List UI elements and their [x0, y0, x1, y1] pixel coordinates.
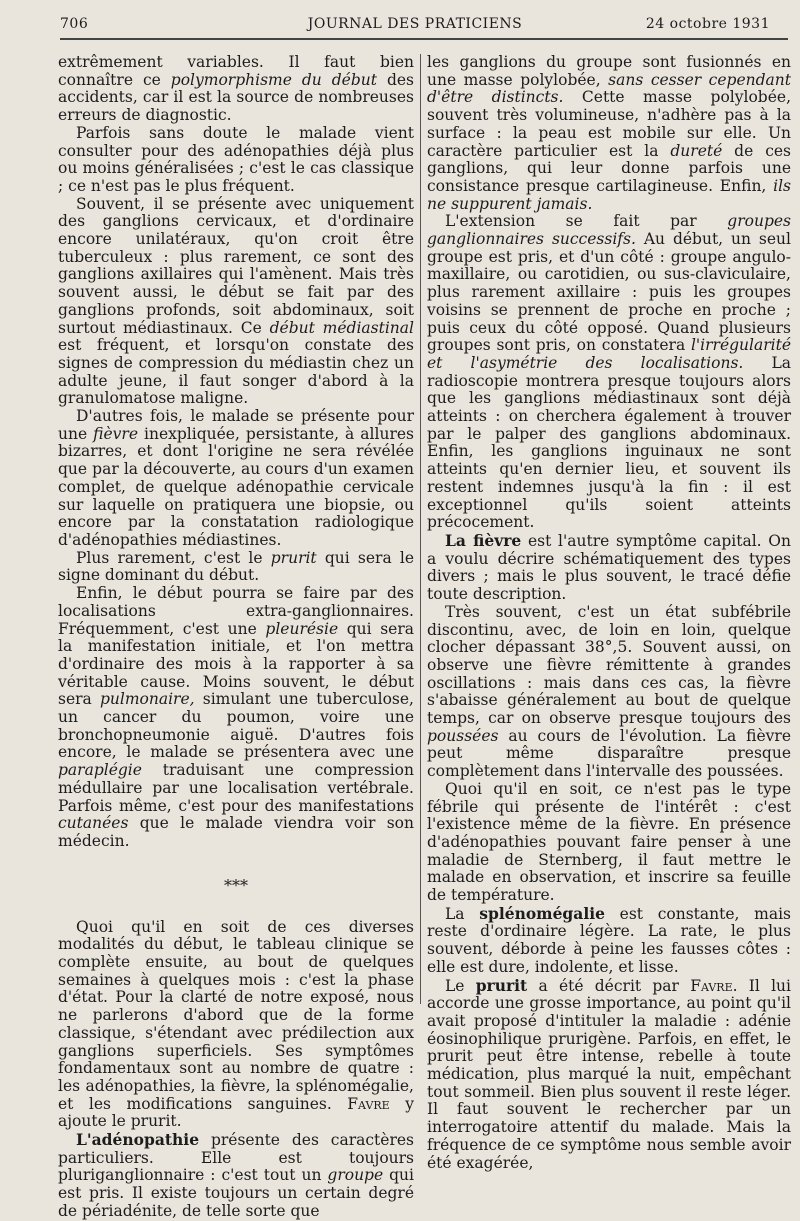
section-separator: ***	[224, 875, 248, 895]
paragraph: La fièvre est l'autre symptôme capital. On a voulu décrire schématiquement des types divers ; mais le plus souvent, le tracé défie toute description.	[427, 530, 791, 604]
paragraph: Plus rarement, c'est le prurit qui sera le signe dominant du début.	[58, 548, 414, 585]
paragraph: Très souvent, c'est un état subfébrile discontinu, avec, de loin en loin, quelque clocher dépassant 38°,5. Souvent aussi, on observe une fièvre rémittente à grandes oscillations : mais dans ces cas, la fièvre s'abaisse généralement au bout de quelque temps, car on observe presque toujours des poussées au cours de l'évolution. La fièvre peut même disparaître presque complètement dans l'intervalle des poussées.	[427, 602, 791, 781]
paragraph: La splénomégalie est constante, mais reste d'ordinaire légère. La rate, le plus souvent, déborde à peine les fausses côtes : elle est dure, indolente, et lisse.	[427, 903, 792, 976]
paragraph: extrêmement variables. Il faut bien connaître ce polymorphisme du début des accidents, car il est la source de nombreuses erreurs de diagnostic.	[58, 53, 414, 125]
column-divider	[420, 54, 421, 1004]
page-number: 706	[60, 16, 89, 32]
right-column	[427, 54, 791, 1172]
issue-date: 24 octobre 1931	[645, 16, 770, 32]
paragraph: Parfois sans doute le malade vient consulter pour des adénopathies déjà plus ou moins généralisées ; c'est le cas classique ; ce n'est pas le plus fréquent.	[58, 123, 414, 195]
paragraph: Quoi qu'il en soit de ces diverses modalités du début, le tableau clinique se complète ensuite, au bout de quelques semaines à quelques mois : c'est la phase d'état. Pour la clarté de notre exposé, nous ne parlerons d'abord que de la forme classique, s'étendant avec prédilection aux ganglions superficiels. Ses symptômes fondamentaux sont au nombre de quatre : les adénopathies, la fièvre, la splénomégalie, et les modifications sanguines. Favre y ajoute le prurit.	[58, 917, 414, 1131]
paragraph: Le prurit a été décrit par Favre. Il lui accorde une grosse importance, au point qu'il avait proposé d'intituler la maladie : adénie éosinophilique prurigène. Parfois, en effet, le prurit peut être intense, rebelle à toute médication, plus marqué la nuit, empêchant tout sommeil. Bien plus souvent il reste léger. Il faut souvent le rechercher par un interrogatoire attentif du malade. Mais la fréquence de ce symptôme nous semble avoir été exagérée,	[427, 975, 791, 1172]
header-rule	[60, 38, 788, 40]
paragraph: Enfin, le début pourra se faire par des localisations extra-ganglionnaires. Fréquemment, c'est une pleurésie qui sera la manifestation initiale, et l'on mettra d'ordinaire des mois à la rapporter à sa véritable cause. Moins souvent, le début sera pulmonaire, simulant une tuberculose, un cancer du poumon, voire une bronchopneumonie aiguë. D'autres fois encore, le malade se présentera avec une paraplégie traduisant une compression médullaire par une localisation vertébrale. Parfois même, c'est pour des manifestations cutanées que le malade viendra voir son médecin.	[58, 584, 414, 850]
paragraph: les ganglions du groupe sont fusionnés en une masse polylobée, sans cesser cependant d'être distincts. Cette masse polylobée, souvent très volumineuse, n'adhère pas à la surface : la peau est mobile sur elle. Un caractère particulier est la dureté de ces ganglions, qui leur donne parfois une consistance presque cartilagineuse. Enfin, ils ne suppurent jamais.	[427, 53, 791, 213]
paragraph: L'adénopathie présente des caractères particuliers. Elle est toujours pluriganglionnaire : c'est tout un groupe qui est pris. Il existe toujours un certain degré de périadénite, de telle sorte que	[58, 1130, 414, 1220]
journal-title: JOURNAL DES PRATICIENS	[307, 16, 523, 32]
paragraph: D'autres fois, le malade se présente pour une fièvre inexpliquée, persistante, à allures bizarres, et dont l'origine ne sera révélée que par la découverte, au cours d'un examen complet, de quelque adénopathie cervicale sur laquelle on pratiquera une biopsie, ou encore par la constatation radiologique d'adénopathies médiastines.	[58, 407, 414, 549]
left-column	[58, 54, 414, 1221]
paragraph: Quoi qu'il en soit, ce n'est pas le type fébrile qui présente de l'intérêt : c'est l'existence même de la fièvre. En présence d'adénopathies pouvant faire penser à une maladie de Sternberg, il faut mettre le malade en observation, et inscrire sa feuille de température.	[427, 779, 791, 905]
running-header	[60, 14, 770, 34]
paragraph: L'extension se fait par groupes ganglionnaires successifs. Au début, un seul groupe est pris, et d'un côté : groupe angulo-maxillaire, ou carotidien, ou sus-claviculaire, plus rarement axillaire : puis les groupes voisins se prennent de proche en proche ; puis ceux du côté opposé. Quand plusieurs groupes sont pris, on constatera l'irrégularité et l'asymétrie des localisations. La radioscopie montrera presque toujours alors que les ganglions médiastinaux sont déjà atteints : on cherchera également à trouver par le palper des ganglions abdominaux. Enfin, les ganglions inguinaux ne sont atteints qu'en dernier lieu, et souvent ils restent indemnes jusqu'à la fin : il est exceptionnel qu'ils soient atteints précocement.	[427, 212, 791, 532]
paragraph: Souvent, il se présente avec uniquement des ganglions cervicaux, et d'ordinaire encore unilatéraux, qu'on croit être tuberculeux : plus rarement, ce sont des ganglions axillaires qui l'amènent. Mais très souvent aussi, le début se fait par des ganglions profonds, soit abdominaux, soit surtout médiastinaux. Ce début médiastinal est fréquent, et lorsqu'on constate des signes de compression du médiastin chez un adulte jeune, il faut songer d'abord à la granulomatose maligne.	[58, 194, 414, 408]
